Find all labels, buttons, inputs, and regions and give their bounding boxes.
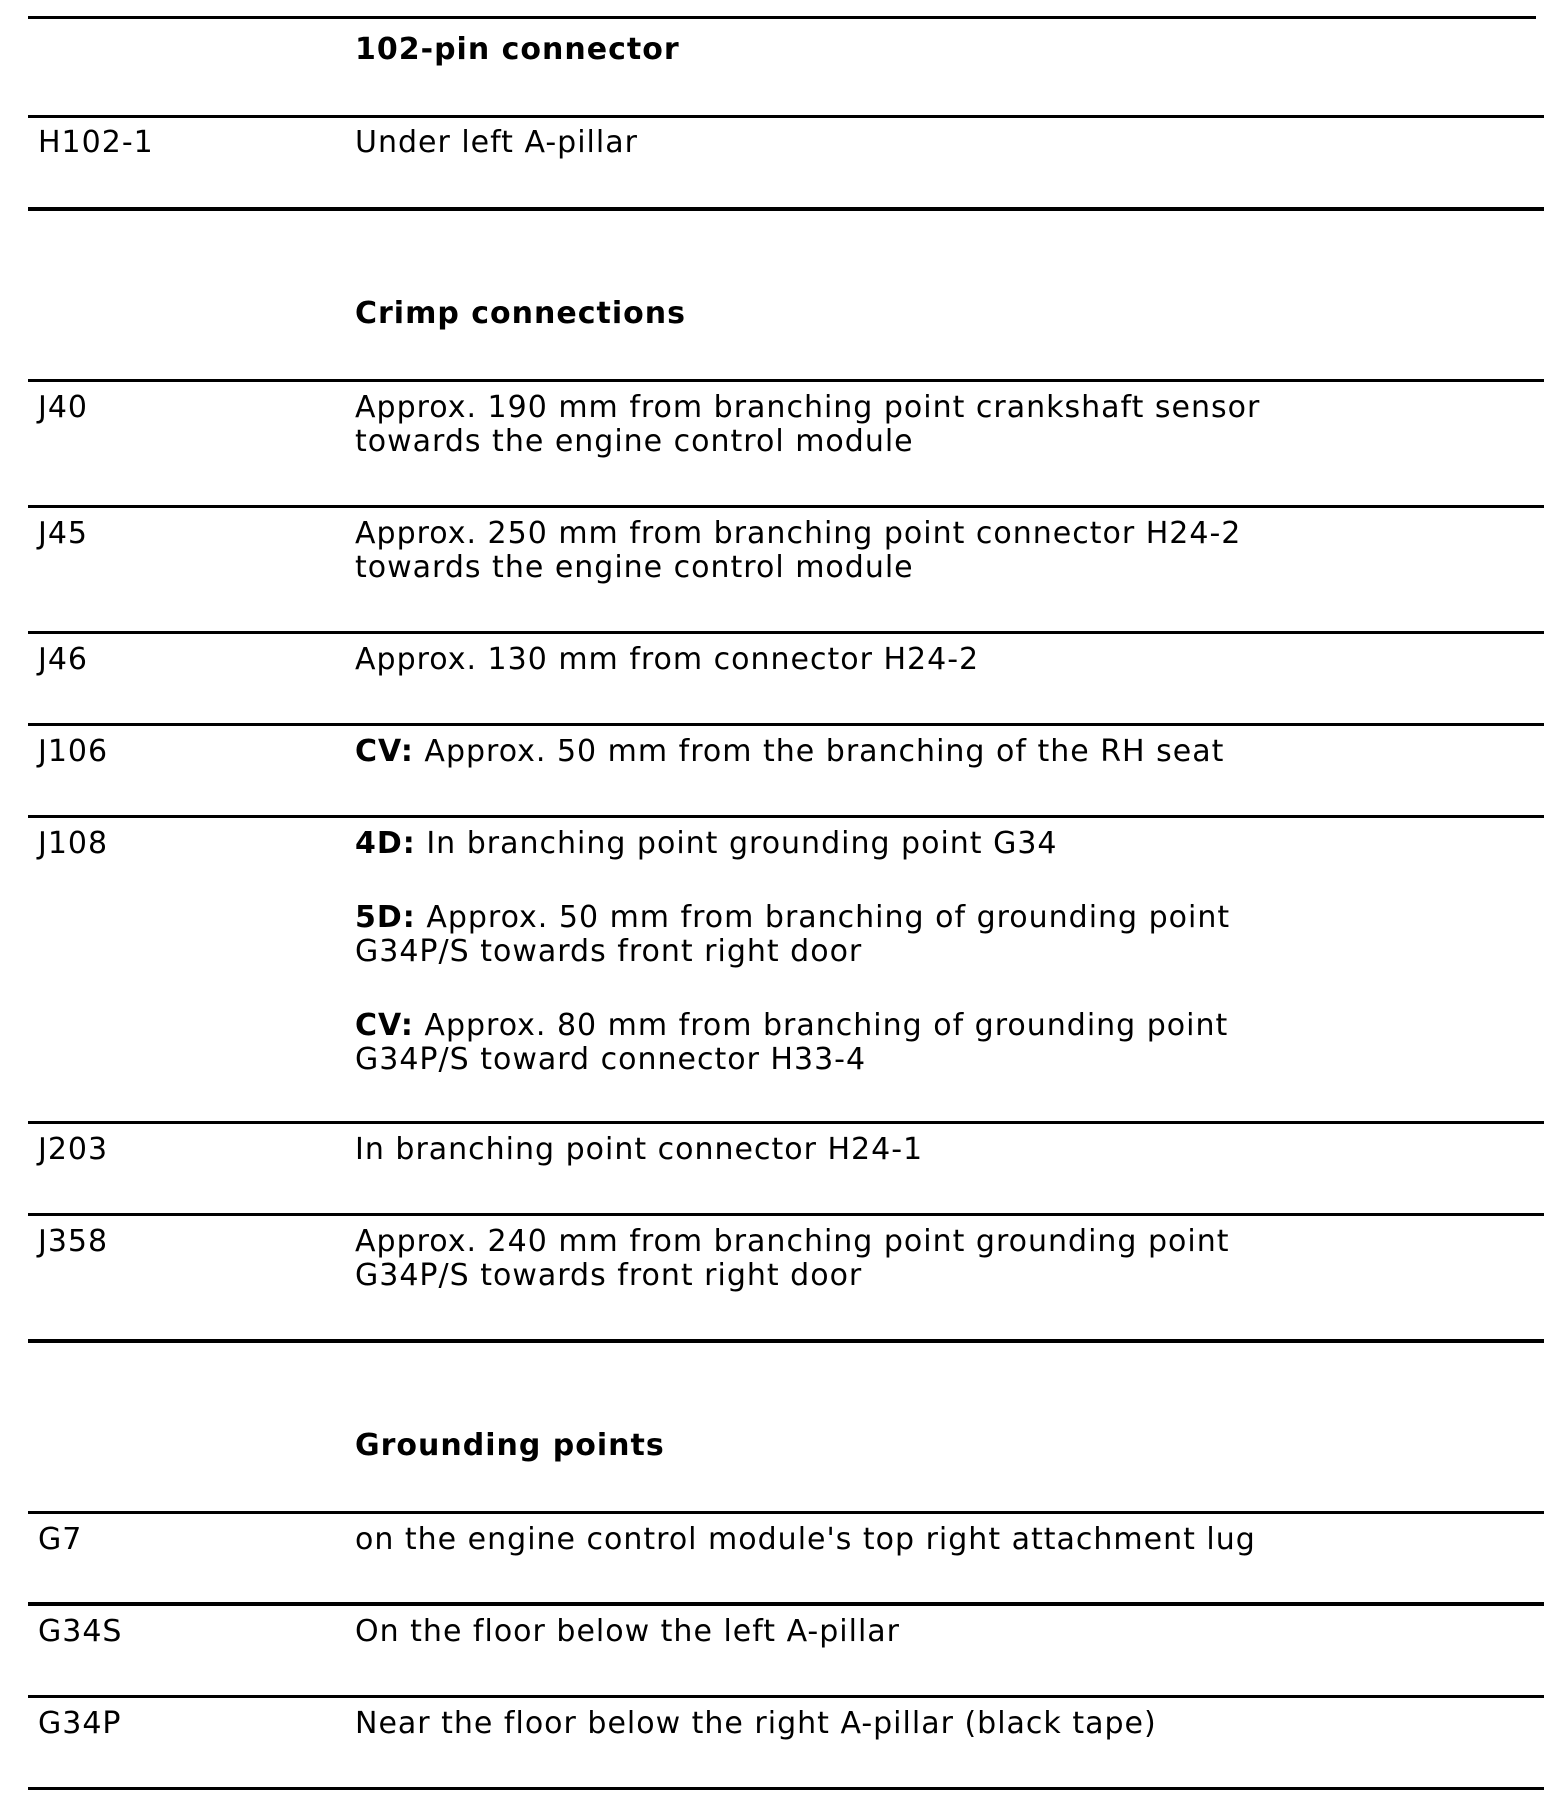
description-text: Approx. 80 mm from branching of grounding point [413, 1008, 1229, 1043]
description-line [355, 901, 1535, 935]
description-line [355, 827, 1535, 861]
row-description [355, 517, 1535, 585]
description-line [355, 1009, 1535, 1043]
row-description [355, 901, 1535, 969]
divider [28, 723, 1544, 726]
divider [28, 1602, 1544, 1606]
row-code: G7 [38, 1522, 83, 1557]
divider [28, 16, 1536, 19]
row-code: J358 [38, 1224, 109, 1259]
row-code: G34S [38, 1614, 123, 1649]
divider [28, 1339, 1544, 1343]
variant-prefix: 4D: [355, 826, 416, 861]
row-description [355, 126, 1535, 160]
section-heading: Grounding points [355, 1428, 665, 1463]
description-line: Under left A-pillar [355, 125, 638, 160]
description-line: G34P/S towards front right door [355, 934, 863, 969]
row-description [355, 1707, 1535, 1741]
variant-prefix: 5D: [355, 900, 416, 935]
divider [28, 505, 1544, 508]
divider [28, 815, 1544, 818]
row-description [355, 1225, 1535, 1293]
row-description [355, 643, 1535, 677]
row-description [355, 827, 1535, 861]
row-description [355, 735, 1535, 769]
row-code: J108 [38, 826, 109, 861]
divider [28, 1787, 1544, 1790]
row-description [355, 1615, 1535, 1649]
row-code: J46 [38, 642, 89, 677]
variant-prefix: CV: [355, 734, 414, 769]
description-line: On the floor below the left A-pillar [355, 1614, 901, 1649]
divider [28, 115, 1544, 118]
variant-prefix: CV: [355, 1008, 414, 1043]
description-line: towards the engine control module [355, 550, 914, 585]
description-line: on the engine control module's top right attachment lug [355, 1522, 1256, 1557]
description-text: Approx. 50 mm from branching of grounding point [415, 900, 1231, 935]
divider [28, 1213, 1544, 1216]
row-code: G34P [38, 1706, 122, 1741]
section-heading: 102-pin connector [355, 32, 680, 67]
divider [28, 379, 1544, 382]
row-description [355, 391, 1535, 459]
row-description [355, 1009, 1535, 1077]
description-line: G34P/S toward connector H33-4 [355, 1042, 867, 1077]
section-heading: Crimp connections [355, 296, 686, 331]
description-text: In branching point grounding point G34 [415, 826, 1058, 861]
divider [28, 1695, 1544, 1698]
description-line: In branching point connector H24-1 [355, 1132, 924, 1167]
row-code: J40 [38, 390, 89, 425]
description-line [355, 735, 1535, 769]
row-description [355, 1523, 1535, 1557]
row-code: J45 [38, 516, 89, 551]
description-line: G34P/S towards front right door [355, 1258, 863, 1293]
description-line: Near the floor below the right A-pillar (black tape) [355, 1706, 1157, 1741]
description-line: Approx. 130 mm from connector H24-2 [355, 642, 980, 677]
description-line: Approx. 240 mm from branching point grounding point [355, 1224, 1230, 1259]
description-line: towards the engine control module [355, 424, 914, 459]
description-line: Approx. 190 mm from branching point crankshaft sensor [355, 390, 1261, 425]
row-code: H102-1 [38, 125, 154, 160]
row-code: J106 [38, 734, 109, 769]
divider [28, 631, 1544, 634]
divider [28, 1511, 1544, 1514]
description-line: Approx. 250 mm from branching point connector H24-2 [355, 516, 1242, 551]
row-code: J203 [38, 1132, 109, 1167]
divider [28, 1121, 1544, 1124]
divider [28, 207, 1544, 211]
row-description [355, 1133, 1535, 1167]
description-text: Approx. 50 mm from the branching of the RH seat [413, 734, 1225, 769]
